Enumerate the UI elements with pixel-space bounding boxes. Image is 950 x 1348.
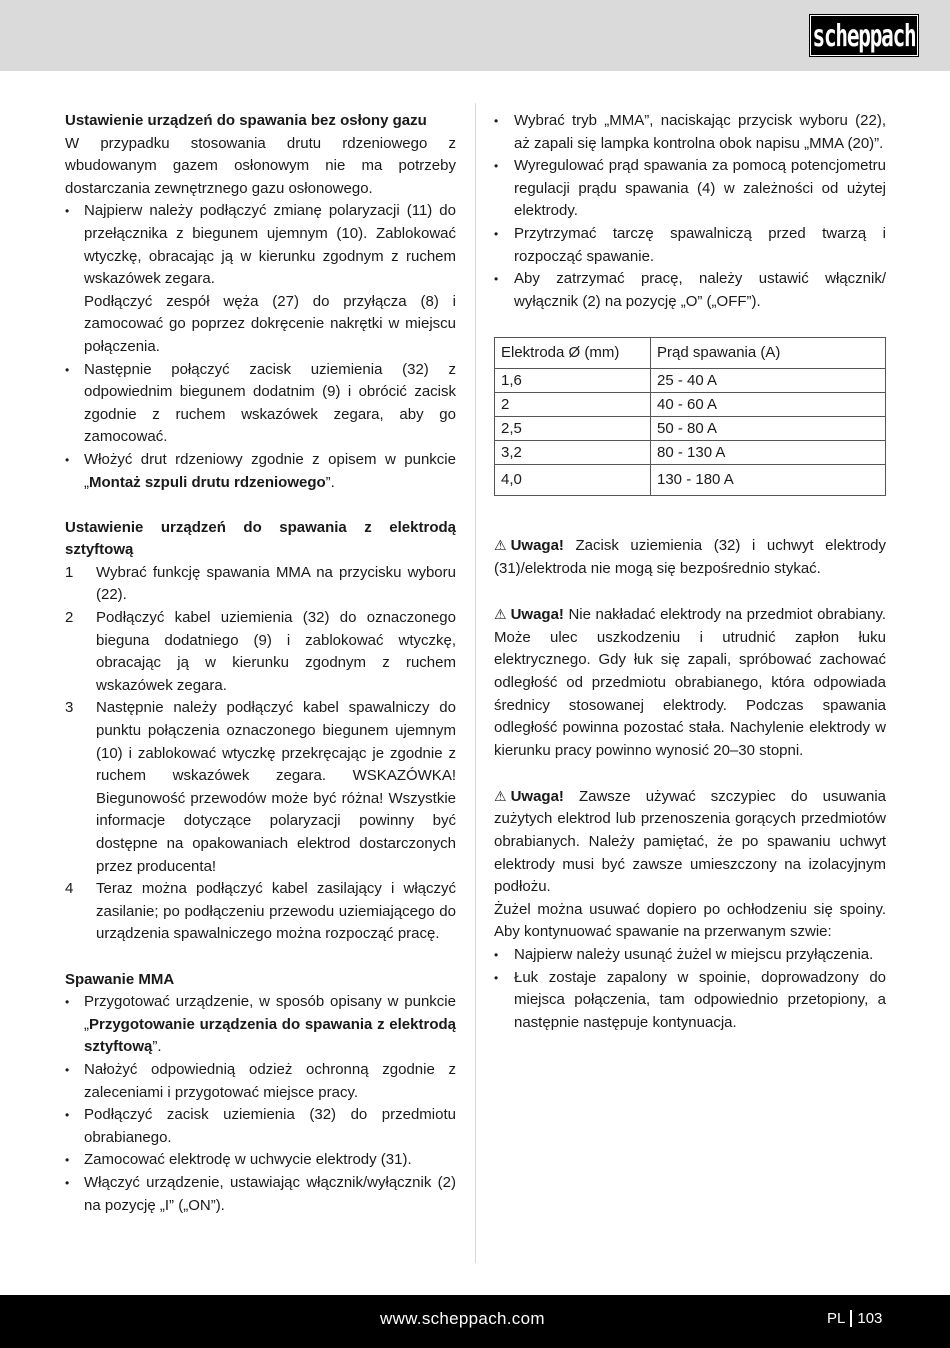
step-text: Teraz można podłączyć kabel zasilający i włączyć zasilanie; po podłączeniu przewodu uziemiającego do urządzenia spawalniczego można rozpocząć pracę. — [96, 880, 456, 943]
table-row — [495, 369, 886, 393]
table-cell: 25 - 40 A — [651, 369, 886, 393]
table-cell: 1,6 — [495, 369, 651, 393]
page-header — [0, 0, 950, 71]
warning-text: Zacisk uziemienia (32) i uchwyt elektrody (31)/elektroda nie mogą się bezpośrednio stykać. — [494, 537, 887, 577]
paragraph-slag: Żużel można usuwać dopiero po ochłodzeniu się spoiny. Aby kontynuować spawanie na przerwanym szwie: — [494, 900, 886, 941]
table-cell: 2,5 — [495, 417, 651, 441]
step-item — [65, 697, 456, 878]
warning-label: Uwaga! — [510, 537, 564, 555]
section-heading-mma: Spawanie MMA — [65, 970, 175, 988]
step-number: 4 — [65, 880, 74, 898]
warning-tongs — [494, 785, 886, 899]
cross-reference: Montaż szpuli drutu rdzeniowego — [89, 473, 326, 491]
paragraph-hose-assembly: Podłączyć zespół węża (27) do przyłącza (8) i zamocować go poprzez dokręcenie nakrętki w miejscu połączenia. — [84, 292, 456, 355]
section-heading-stick-electrode: Ustawienie urządzeń do spawania z elektrodą sztyftową — [65, 518, 456, 559]
text: Przygotować urządzenie, w sposób opisany w punkcie „ — [84, 993, 456, 1033]
list-item: • Najpierw należy usunąć żużel w miejscu przyłączenia. — [494, 944, 886, 967]
electrode-current-table — [494, 337, 886, 496]
step-text: Podłączyć kabel uziemienia (32) do oznaczonego bieguna dodatniego (9) i zablokować wtyczkę, obracając ją w kierunku zgodnym z ruchem wskazówek zegara. — [96, 609, 456, 694]
list-item — [65, 991, 456, 1059]
table-row — [495, 393, 886, 417]
gasless-list — [65, 200, 456, 290]
language-code: PL — [827, 1310, 846, 1327]
page-number: 103 — [857, 1310, 883, 1327]
cross-reference: Przygotowanie urządzenia do spawania z elektrodą sztyftową — [84, 1015, 456, 1056]
warning-icon: ⚠ — [494, 606, 507, 623]
list-item: • Wybrać tryb „MMA”, naciskając przycisk wyboru (22), aż zapali się lampka kontrolna obok napisu „MMA (20)”. — [494, 110, 886, 155]
table-row — [495, 417, 886, 441]
right-column — [494, 110, 886, 1034]
gasless-list-cont — [65, 359, 456, 495]
scheppach-logo — [810, 15, 918, 56]
table-cell: 40 - 60 A — [651, 393, 886, 417]
warning-electrode-placement — [494, 603, 886, 762]
step-item — [65, 562, 456, 607]
warning-label: Uwaga! — [510, 787, 564, 805]
list-item: • Podłączyć zacisk uziemienia (32) do przedmiotu obrabianego. — [65, 1104, 456, 1149]
table-cell: 3,2 — [495, 441, 651, 465]
list-item: • Nałożyć odpowiednią odzież ochronną zgodnie z zaleceniami i przygotować miejsce pracy. — [65, 1059, 456, 1104]
left-column — [65, 110, 456, 1217]
list-item — [65, 449, 456, 494]
list-item: • Łuk zostaje zapalony w spoinie, doprowadzony do miejsca połączenia, tam odpowiednio przetopiony, a następnie następuje kontynuacja. — [494, 967, 886, 1035]
table-cell: 130 - 180 A — [651, 465, 886, 496]
list-item: • Przytrzymać tarczę spawalniczą przed twarzą i rozpocząć spawanie. — [494, 223, 886, 268]
slag-list — [494, 944, 886, 1034]
table-header-row — [495, 338, 886, 369]
step-item — [65, 878, 456, 946]
warning-label: Uwaga! — [510, 606, 564, 624]
step-text: Następnie należy podłączyć kabel spawalniczy do punktu połączenia oznaczonego biegunem ujemnym (10) i zablokować wtyczkę przekręcając je zgodnie z ruchem wskazówek zegara. WSKAZÓWKA! Biegunowość przewodów może być różna! Wszystkie informacje dotyczące polaryzacji powinny być dostępne na opakowaniach elektrod dostarczonych przez producenta! — [96, 699, 456, 875]
text: Włożyć drut rdzeniowy zgodnie z opisem w punkcie „ — [84, 450, 456, 491]
warning-text: Zawsze używać szczypiec do usuwania zużytych elektrod lub przenoszenia gorących przedmiotów obrabianych. Należy pamiętać, że po spawaniu uchwyt elektrody musi być zawsze umieszczony na izolacyjnym podłożu. — [494, 787, 886, 896]
step-number: 2 — [65, 609, 74, 627]
warning-icon: ⚠ — [494, 537, 507, 554]
mma-list — [65, 991, 456, 1217]
logo-text: scheppach — [812, 18, 916, 53]
table-cell: 50 - 80 A — [651, 417, 886, 441]
column-header: Elektroda Ø (mm) — [495, 338, 651, 369]
table-cell: 4,0 — [495, 465, 651, 496]
list-item: • Aby zatrzymać pracę, należy ustawić włącznik/ wyłącznik (2) na pozycję „O” („OFF”). — [494, 268, 886, 313]
warning-text: Nie nakładać elektrody na przedmiot obrabiany. Może ulec uszkodzeniu i utrudnić zapłon łuku elektrycznego. Gdy łuk się zapali, spróbować zachować odległość od przedmiotu obrabianego, która odpowiada średnicy stosowanej elektrody. Podczas spawania odległość powinna pozostać stała. Nachylenie elektrody w kierunku pracy powinno wynosić 20–30 stopni. — [494, 606, 887, 759]
paragraph-gasless-intro: W przypadku stosowania drutu rdzeniowego z wbudowanym gazem osłonowym nie ma potrzeby dostarczania zewnętrznego gazu osłonowego. — [65, 134, 456, 197]
table-row — [495, 441, 886, 465]
list-item: • Zamocować elektrodę w uchwycie elektrody (31). — [65, 1149, 456, 1172]
column-divider — [475, 103, 476, 1263]
list-item: • Włączyć urządzenie, ustawiając włącznik/wyłącznik (2) na pozycję „I” („ON”). — [65, 1172, 456, 1217]
step-number: 3 — [65, 699, 74, 717]
table-row — [495, 465, 886, 496]
list-item: • Najpierw należy podłączyć zmianę polaryzacji (11) do przełącznika z biegunem ujemnym (10). Zablokować wtyczkę, obracając ją w kierunku zgodnym z ruchem wskazówek zegara. — [65, 200, 456, 290]
website-link[interactable]: www.scheppach.com — [380, 1309, 545, 1328]
list-item: • Wyregulować prąd spawania za pomocą potencjometru regulacji prądu spawania (4) w zależności od użytej elektrody. — [494, 155, 886, 223]
step-text: Wybrać funkcję spawania MMA na przycisku wyboru (22). — [96, 563, 456, 604]
warning-icon: ⚠ — [494, 787, 507, 804]
separator — [850, 1310, 852, 1327]
stick-electrode-steps — [65, 562, 456, 946]
list-item: • Następnie połączyć zacisk uziemienia (32) z odpowiednim biegunem dodatnim (9) i obrócić zacisk zgodnie z ruchem wskazówek zegara, aby go zamocować. — [65, 359, 456, 449]
step-item — [65, 607, 456, 697]
step-number: 1 — [65, 563, 74, 581]
mma-list-cont — [494, 110, 886, 313]
section-heading-gasless: Ustawienie urządzeń do spawania bez osłony gazu — [65, 112, 427, 129]
warning-contact — [494, 534, 886, 580]
text: ”. — [152, 1038, 162, 1056]
table-cell: 2 — [495, 393, 651, 417]
page-indicator — [827, 1310, 882, 1327]
column-header: Prąd spawania (A) — [651, 338, 886, 369]
page-footer — [0, 1295, 950, 1348]
text: ”. — [325, 473, 335, 491]
table-cell: 80 - 130 A — [651, 441, 886, 465]
